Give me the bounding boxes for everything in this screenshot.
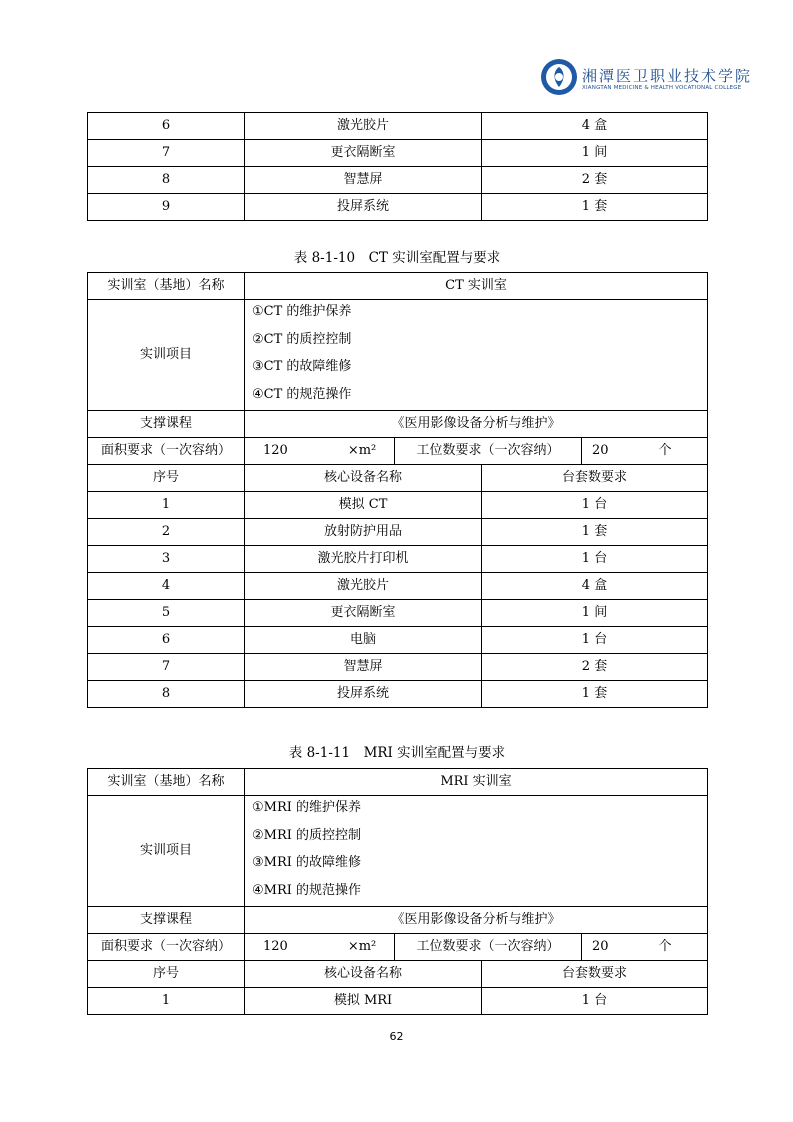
list-item: ①CT 的维护保养 bbox=[252, 304, 352, 319]
list-item: ③CT 的故障维修 bbox=[252, 359, 352, 374]
table-row bbox=[88, 573, 708, 600]
area-value-cell bbox=[245, 438, 395, 465]
equipment-name: 更衣隔断室 bbox=[245, 140, 482, 167]
equipment-quantity: 1 套 bbox=[482, 681, 708, 708]
row-number: 5 bbox=[88, 600, 245, 627]
equipment-quantity: 4 盒 bbox=[482, 113, 708, 140]
room-name-label: 实训室（基地）名称 bbox=[88, 769, 245, 796]
projects-row bbox=[88, 796, 708, 907]
column-header-no: 序号 bbox=[88, 465, 245, 492]
mri-table-caption: 表 8-1-11 MRI 实训室配置与要求 bbox=[288, 745, 506, 761]
equipment-name: 激光胶片 bbox=[245, 573, 482, 600]
room-name-row bbox=[88, 273, 708, 300]
workplace-unit: 个 bbox=[658, 939, 672, 954]
column-header-qty: 台套数要求 bbox=[482, 961, 708, 988]
column-header-name: 核心设备名称 bbox=[245, 465, 482, 492]
table-continued bbox=[87, 112, 708, 221]
table-row bbox=[88, 194, 708, 221]
table-row bbox=[88, 167, 708, 194]
area-row bbox=[88, 438, 708, 465]
equipment-name: 更衣隔断室 bbox=[245, 600, 482, 627]
workplace-label: 工位数要求（一次容纳） bbox=[395, 934, 582, 961]
college-logo bbox=[540, 58, 753, 108]
equipment-name: 智慧屏 bbox=[245, 654, 482, 681]
table-row bbox=[88, 492, 708, 519]
college-name-en: XIANGTAN MEDICINE & HEALTH VOCATIONAL COLLEGE bbox=[582, 85, 742, 91]
area-label: 面积要求（一次容纳） bbox=[88, 934, 245, 961]
area-unit: ×m² bbox=[347, 939, 377, 954]
equipment-quantity: 1 台 bbox=[482, 546, 708, 573]
equipment-quantity: 1 台 bbox=[482, 492, 708, 519]
area-row bbox=[88, 934, 708, 961]
row-number: 1 bbox=[88, 492, 245, 519]
row-number: 8 bbox=[88, 681, 245, 708]
header-row bbox=[88, 961, 708, 988]
row-number: 4 bbox=[88, 573, 245, 600]
equipment-quantity: 1 间 bbox=[482, 600, 708, 627]
table-row bbox=[88, 627, 708, 654]
table-row bbox=[88, 546, 708, 573]
equipment-name: 电脑 bbox=[245, 627, 482, 654]
course-label: 支撑课程 bbox=[88, 907, 245, 934]
column-header-qty: 台套数要求 bbox=[482, 465, 708, 492]
mri-config-table bbox=[87, 768, 708, 1015]
equipment-quantity: 4 盒 bbox=[482, 573, 708, 600]
workplace-value-cell bbox=[582, 934, 708, 961]
area-value-cell bbox=[245, 934, 395, 961]
list-item: ④MRI 的规范操作 bbox=[252, 882, 362, 898]
row-number: 6 bbox=[88, 113, 245, 140]
list-item: ③MRI 的故障维修 bbox=[252, 855, 362, 870]
row-number: 3 bbox=[88, 546, 245, 573]
equipment-name: 模拟 MRI bbox=[245, 988, 482, 1015]
projects-list bbox=[245, 300, 708, 411]
table-row bbox=[88, 681, 708, 708]
page-number: 62 bbox=[389, 1030, 404, 1043]
equipment-name: 投屏系统 bbox=[245, 681, 482, 708]
room-name-value: MRI 实训室 bbox=[245, 769, 708, 796]
equipment-name: 放射防护用品 bbox=[245, 519, 482, 546]
course-label: 支撑课程 bbox=[88, 411, 245, 438]
table-row bbox=[88, 988, 708, 1015]
equipment-name: 激光胶片 bbox=[245, 113, 482, 140]
header-row bbox=[88, 465, 708, 492]
ct-table-caption: 表 8-1-10 CT 实训室配置与要求 bbox=[293, 250, 501, 266]
workplace-label: 工位数要求（一次容纳） bbox=[395, 438, 582, 465]
list-item: ②CT 的质控控制 bbox=[252, 331, 352, 347]
projects-row bbox=[88, 300, 708, 411]
equipment-name: 投屏系统 bbox=[245, 194, 482, 221]
table-row bbox=[88, 519, 708, 546]
column-header-no: 序号 bbox=[88, 961, 245, 988]
college-emblem-icon bbox=[540, 58, 578, 96]
course-value: 《医用影像设备分析与维护》 bbox=[245, 411, 708, 438]
row-number: 7 bbox=[88, 654, 245, 681]
equipment-quantity: 1 台 bbox=[482, 988, 708, 1015]
list-item: ②MRI 的质控控制 bbox=[252, 827, 362, 843]
area-label: 面积要求（一次容纳） bbox=[88, 438, 245, 465]
projects-label: 实训项目 bbox=[88, 300, 245, 411]
workplace-value: 20 bbox=[592, 443, 609, 458]
table-row bbox=[88, 140, 708, 167]
course-value: 《医用影像设备分析与维护》 bbox=[245, 907, 708, 934]
projects-label: 实训项目 bbox=[88, 796, 245, 907]
table-row bbox=[88, 654, 708, 681]
area-value: 120 bbox=[263, 443, 288, 458]
row-number: 2 bbox=[88, 519, 245, 546]
course-row bbox=[88, 907, 708, 934]
row-number: 7 bbox=[88, 140, 245, 167]
room-name-row bbox=[88, 769, 708, 796]
room-name-label: 实训室（基地）名称 bbox=[88, 273, 245, 300]
equipment-quantity: 1 台 bbox=[482, 627, 708, 654]
equipment-quantity: 1 间 bbox=[482, 140, 708, 167]
equipment-quantity: 2 套 bbox=[482, 167, 708, 194]
college-name-cn: 湘潭医卫职业技术学院 bbox=[582, 67, 753, 85]
projects-list bbox=[245, 796, 708, 907]
area-value: 120 bbox=[263, 939, 288, 954]
row-number: 9 bbox=[88, 194, 245, 221]
equipment-name: 激光胶片打印机 bbox=[245, 546, 482, 573]
column-header-name: 核心设备名称 bbox=[245, 961, 482, 988]
row-number: 1 bbox=[88, 988, 245, 1015]
equipment-quantity: 1 套 bbox=[482, 519, 708, 546]
workplace-unit: 个 bbox=[658, 443, 672, 458]
list-item: ①MRI 的维护保养 bbox=[252, 800, 362, 815]
row-number: 8 bbox=[88, 167, 245, 194]
area-unit: ×m² bbox=[347, 443, 377, 458]
equipment-quantity: 2 套 bbox=[482, 654, 708, 681]
workplace-value-cell bbox=[582, 438, 708, 465]
ct-config-table bbox=[87, 272, 708, 708]
list-item: ④CT 的规范操作 bbox=[252, 386, 352, 402]
equipment-name: 智慧屏 bbox=[245, 167, 482, 194]
course-row bbox=[88, 411, 708, 438]
table-row bbox=[88, 600, 708, 627]
workplace-value: 20 bbox=[592, 939, 609, 954]
equipment-name: 模拟 CT bbox=[245, 492, 482, 519]
room-name-value: CT 实训室 bbox=[245, 273, 708, 300]
equipment-quantity: 1 套 bbox=[482, 194, 708, 221]
row-number: 6 bbox=[88, 627, 245, 654]
table-row bbox=[88, 113, 708, 140]
